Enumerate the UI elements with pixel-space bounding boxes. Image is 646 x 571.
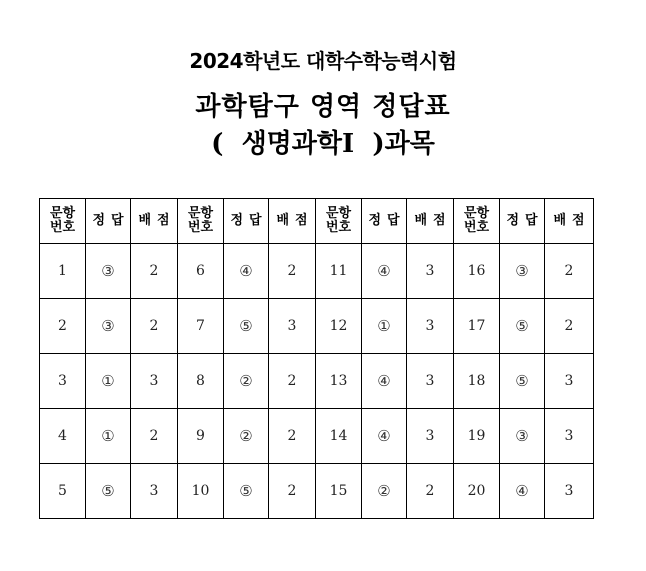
subject-name: 생명과학Ⅰ: [241, 129, 355, 159]
question-number: 19: [454, 409, 500, 464]
score-cell: 2: [269, 464, 316, 519]
table-row: [40, 299, 594, 354]
answer-cell: ⑤: [500, 354, 545, 409]
header-answer: 정답: [224, 199, 269, 244]
question-number: 3: [40, 354, 86, 409]
score-cell: 3: [407, 354, 454, 409]
question-number: 5: [40, 464, 86, 519]
header-number: 문항 번호: [178, 199, 224, 244]
question-number: 13: [316, 354, 362, 409]
question-number: 8: [178, 354, 224, 409]
header-row: [40, 199, 594, 244]
question-number: 10: [178, 464, 224, 519]
question-number: 6: [178, 244, 224, 299]
question-number: 2: [40, 299, 86, 354]
question-number: 18: [454, 354, 500, 409]
header-number: 문항 번호: [40, 199, 86, 244]
question-number: 14: [316, 409, 362, 464]
question-number: 17: [454, 299, 500, 354]
subject-suffix: )과목: [372, 129, 435, 159]
answer-cell: ⑤: [500, 299, 545, 354]
score-cell: 2: [131, 409, 178, 464]
answer-cell: ②: [224, 409, 269, 464]
score-cell: 3: [269, 299, 316, 354]
question-number: 16: [454, 244, 500, 299]
answer-table: [39, 198, 594, 519]
header-number: 문항 번호: [316, 199, 362, 244]
header-answer: 정답: [500, 199, 545, 244]
question-number: 1: [40, 244, 86, 299]
score-cell: 2: [131, 244, 178, 299]
header-score: 배점: [131, 199, 178, 244]
answer-cell: ①: [362, 299, 407, 354]
answer-cell: ③: [86, 244, 131, 299]
score-cell: 3: [407, 299, 454, 354]
question-number: 4: [40, 409, 86, 464]
score-cell: 2: [269, 409, 316, 464]
score-cell: 3: [407, 244, 454, 299]
exam-title: 2024학년도 대학수학능력시험: [189, 49, 457, 73]
subject-open-paren: (: [211, 129, 224, 159]
answer-cell: ①: [86, 409, 131, 464]
score-cell: 2: [269, 244, 316, 299]
score-cell: 2: [269, 354, 316, 409]
header-score: 배점: [269, 199, 316, 244]
score-cell: 3: [545, 354, 594, 409]
score-cell: 2: [131, 299, 178, 354]
answer-cell: ②: [224, 354, 269, 409]
question-number: 12: [316, 299, 362, 354]
table-row: [40, 464, 594, 519]
question-number: 9: [178, 409, 224, 464]
answer-cell: ③: [86, 299, 131, 354]
answer-cell: ⑤: [86, 464, 131, 519]
answer-cell: ④: [224, 244, 269, 299]
question-number: 11: [316, 244, 362, 299]
header-number: 문항 번호: [454, 199, 500, 244]
header-answer: 정답: [86, 199, 131, 244]
question-number: 15: [316, 464, 362, 519]
header-score: 배점: [407, 199, 454, 244]
score-cell: 2: [407, 464, 454, 519]
score-cell: 3: [131, 464, 178, 519]
answer-cell: ③: [500, 244, 545, 299]
score-cell: 3: [545, 464, 594, 519]
answer-cell: ④: [362, 409, 407, 464]
score-cell: 2: [545, 299, 594, 354]
answer-cell: ④: [362, 354, 407, 409]
subject-line: [0, 123, 646, 160]
answer-cell: ②: [362, 464, 407, 519]
answer-cell: ①: [86, 354, 131, 409]
table-row: [40, 409, 594, 464]
score-cell: 3: [407, 409, 454, 464]
score-cell: 3: [545, 409, 594, 464]
answer-cell: ⑤: [224, 299, 269, 354]
answer-cell: ④: [362, 244, 407, 299]
score-cell: 3: [131, 354, 178, 409]
answer-cell: ④: [500, 464, 545, 519]
score-cell: 2: [545, 244, 594, 299]
table-row: [40, 244, 594, 299]
question-number: 20: [454, 464, 500, 519]
table-row: [40, 354, 594, 409]
answer-cell: ③: [500, 409, 545, 464]
document-title: 과학탐구 영역 정답표: [195, 92, 451, 122]
header-score: 배점: [545, 199, 594, 244]
question-number: 7: [178, 299, 224, 354]
answer-cell: ⑤: [224, 464, 269, 519]
header-answer: 정답: [362, 199, 407, 244]
